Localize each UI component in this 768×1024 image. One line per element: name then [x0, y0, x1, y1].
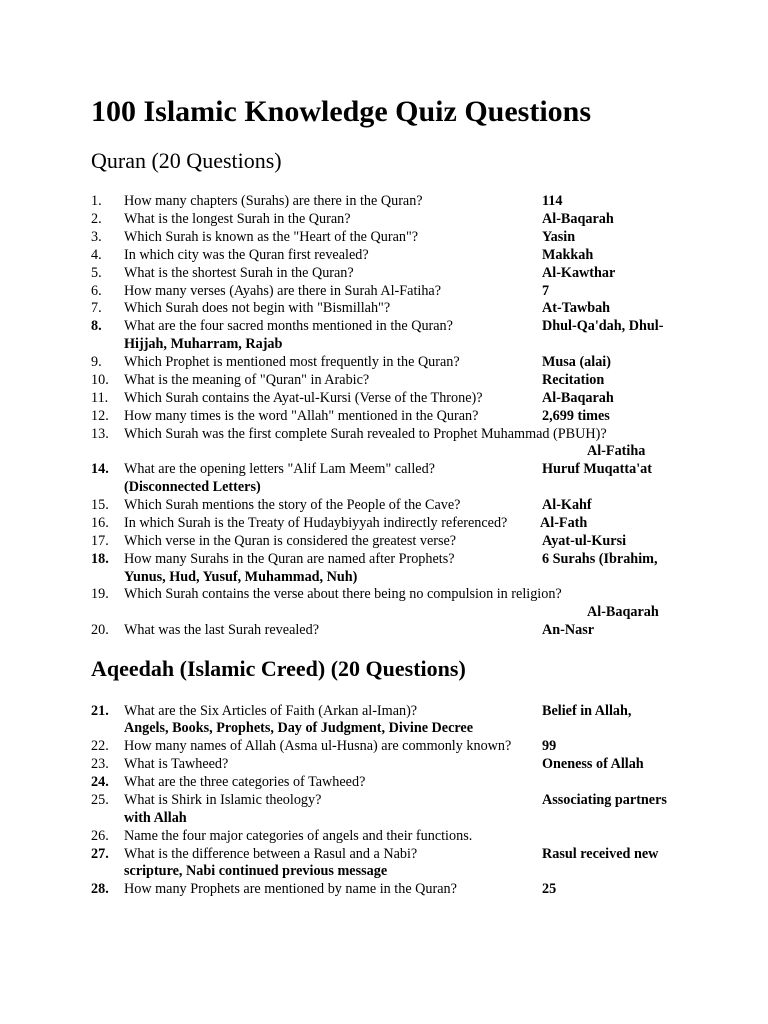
answer-text: Yasin — [542, 229, 576, 245]
answer-continuation: Angels, Books, Prophets, Day of Judgment, Divine Decree — [124, 720, 474, 736]
item-number: 22. — [91, 738, 109, 754]
item-number: 28. — [91, 881, 109, 897]
list-item — [91, 317, 711, 335]
list-item — [91, 460, 711, 478]
item-number: 19. — [91, 586, 109, 602]
question-text: How many verses (Ayahs) are there in Surah Al-Fatiha? — [124, 283, 442, 299]
item-number: 4. — [91, 247, 102, 263]
list-item-struck — [91, 827, 711, 845]
answer-text: An-Nasr — [542, 622, 595, 638]
answer-text: Al-Kawthar — [542, 265, 616, 281]
item-number: 2. — [91, 211, 102, 227]
item-number: 12. — [91, 408, 109, 424]
item-number: 15. — [91, 497, 109, 513]
question-text: Which Surah was the first complete Surah revealed to Prophet Muhammad (PBUH)? — [124, 426, 607, 442]
question-text: How many names of Allah (Asma ul-Husna) are commonly known? — [124, 738, 512, 754]
question-text: In which city was the Quran first revealed? — [124, 247, 369, 263]
question-text: What is the longest Surah in the Quran? — [124, 211, 351, 227]
question-text: What are the opening letters "Alif Lam Meem" called? — [124, 461, 435, 477]
list-item — [91, 737, 711, 755]
answer-text: 114 — [542, 193, 563, 209]
answer-text: Dhul-Qa'dah, Dhul- — [542, 318, 664, 334]
item-number: 10. — [91, 372, 109, 388]
item-number: 20. — [91, 622, 109, 638]
list-item — [91, 371, 711, 389]
item-number: 25. — [91, 792, 109, 808]
list-item — [91, 755, 711, 773]
list-item — [91, 702, 711, 720]
list-item — [91, 210, 711, 228]
question-text: Name the four major categories of angels and their functions. — [124, 828, 473, 844]
question-text: Which Surah contains the verse about there being no compulsion in religion? — [124, 586, 562, 602]
question-text: Which Surah does not begin with "Bismillah"? — [124, 300, 391, 316]
item-number: 17. — [91, 533, 109, 549]
answer-text: Al-Kahf — [542, 497, 592, 513]
answer-text: 2,699 times — [542, 408, 610, 424]
section-heading-quran: Quran (20 Questions) — [91, 148, 282, 173]
item-number: 18. — [91, 551, 109, 567]
question-text: What is the shortest Surah in the Quran? — [124, 265, 354, 281]
item-number: 21. — [91, 703, 109, 719]
answer-text: Ayat-ul-Kursi — [542, 533, 627, 549]
question-text: What was the last Surah revealed? — [124, 622, 319, 638]
answer-text: 6 Surahs (Ibrahim, — [542, 551, 658, 567]
list-item — [91, 532, 711, 550]
item-number: 24. — [91, 774, 109, 790]
question-text: How many Prophets are mentioned by name in the Quran? — [124, 881, 457, 897]
question-text: In which Surah is the Treaty of Hudaybiyyah indirectly referenced? — [124, 515, 508, 531]
item-number: 23. — [91, 756, 109, 772]
answer-continuation: scripture, Nabi continued previous message — [124, 863, 388, 879]
list-item — [91, 880, 711, 898]
answer-text: Belief in Allah, — [542, 703, 632, 719]
answer-text: Al-Fatiha — [587, 443, 646, 459]
question-text: What are the three categories of Tawheed? — [124, 774, 366, 790]
list-item — [91, 299, 711, 317]
question-text: What is Shirk in Islamic theology? — [124, 792, 322, 808]
question-text: What is Tawheed? — [124, 756, 229, 772]
answer-continuation: Hijjah, Muharram, Rajab — [124, 336, 283, 352]
item-number: 14. — [91, 461, 109, 477]
list-item — [91, 496, 711, 514]
answer-continuation: (Disconnected Letters) — [124, 479, 261, 495]
answer-text: Al-Baqarah — [542, 390, 614, 406]
question-text: How many Surahs in the Quran are named after Prophets? — [124, 551, 455, 567]
question-text: What is the difference between a Rasul and a Nabi? — [124, 846, 418, 862]
item-number: 16. — [91, 515, 109, 531]
answer-continuation: Yunus, Hud, Yusuf, Muhammad, Nuh) — [124, 569, 358, 585]
question-text: Which Prophet is mentioned most frequently in the Quran? — [124, 354, 460, 370]
answer-text: 25 — [542, 881, 557, 897]
list-item — [91, 264, 711, 282]
answer-text: 99 — [542, 738, 557, 754]
answer-continuation: with Allah — [124, 810, 187, 826]
list-item — [91, 246, 711, 264]
question-text: What are the Six Articles of Faith (Arkan al-Iman)? — [124, 703, 418, 719]
list-item — [91, 192, 711, 210]
answer-text: Recitation — [542, 372, 605, 388]
list-item — [91, 425, 711, 443]
list-item — [91, 282, 711, 300]
item-number: 26. — [91, 828, 109, 844]
question-text: How many times is the word "Allah" mentioned in the Quran? — [124, 408, 479, 424]
list-item — [91, 353, 711, 371]
list-item — [91, 228, 711, 246]
item-number: 9. — [91, 354, 102, 370]
item-number: 11. — [91, 390, 109, 406]
answer-text: Associating partners — [542, 792, 667, 808]
question-text: How many chapters (Surahs) are there in the Quran? — [124, 193, 423, 209]
list-item — [91, 585, 711, 603]
answer-text: Musa (alai) — [542, 354, 611, 370]
item-number: 13. — [91, 426, 109, 442]
question-text: What is the meaning of "Quran" in Arabic? — [124, 372, 370, 388]
list-item — [91, 845, 711, 863]
question-text: Which verse in the Quran is considered the greatest verse? — [124, 533, 457, 549]
answer-text: Al-Baqarah — [587, 604, 659, 620]
answer-text: At-Tawbah — [542, 300, 611, 316]
item-number: 5. — [91, 265, 102, 281]
answer-text: Al-Fath — [540, 515, 588, 531]
question-text: What are the four sacred months mentioned in the Quran? — [124, 318, 453, 334]
question-text: Which Surah is known as the "Heart of the Quran"? — [124, 229, 419, 245]
item-number: 7. — [91, 300, 102, 316]
item-number: 6. — [91, 283, 102, 299]
question-text: Which Surah contains the Ayat-ul-Kursi (Verse of the Throne)? — [124, 390, 483, 406]
list-item — [91, 621, 711, 639]
list-item — [91, 514, 711, 532]
question-text: Which Surah mentions the story of the People of the Cave? — [124, 497, 461, 513]
item-number: 3. — [91, 229, 102, 245]
answer-text: Huruf Muqatta'at — [542, 461, 652, 477]
item-number: 1. — [91, 193, 102, 209]
list-item — [91, 550, 711, 568]
answer-text: Al-Baqarah — [542, 211, 614, 227]
list-item — [91, 791, 711, 809]
item-number: 8. — [91, 318, 102, 334]
section-heading-aqeedah: Aqeedah (Islamic Creed) (20 Questions) — [91, 656, 466, 681]
answer-text: Makkah — [542, 247, 594, 263]
list-item — [91, 389, 711, 407]
page-title: 100 Islamic Knowledge Quiz Questions — [91, 95, 592, 128]
list-item — [91, 407, 711, 425]
list-item-struck — [91, 773, 453, 791]
answer-text: 7 — [542, 283, 550, 299]
item-number: 27. — [91, 846, 109, 862]
answer-text: Oneness of Allah — [542, 756, 644, 772]
answer-text: Rasul received new — [542, 846, 659, 862]
